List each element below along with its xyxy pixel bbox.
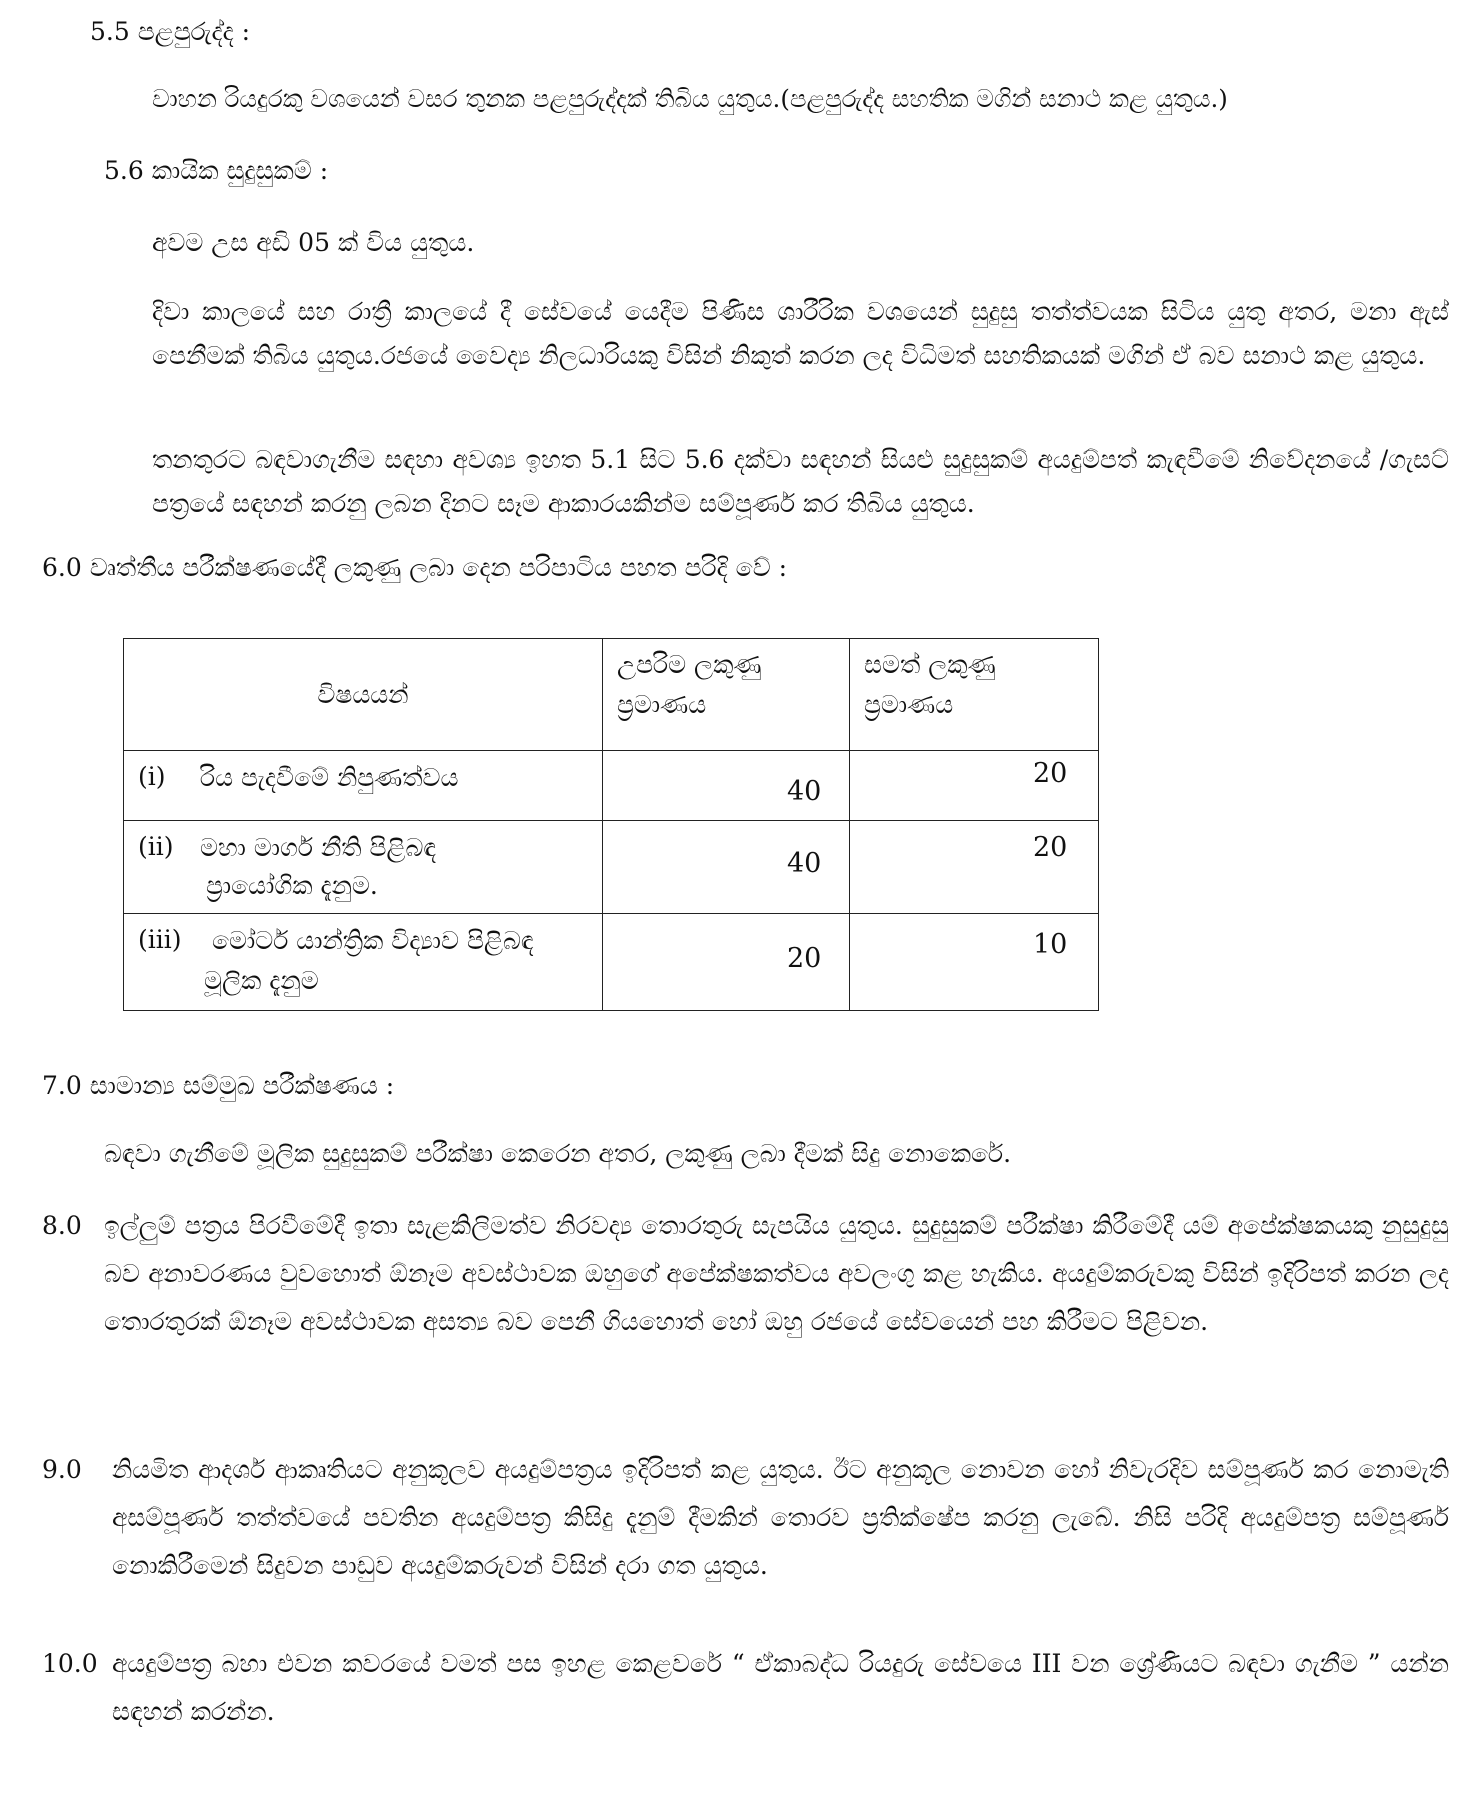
section-10-0-paragraph: අයදුම්පත්‍ර බහා එවන කවරයේ වමත් පස ඉහළ කෙළවරේ “ ඒකාබද්ධ රියදුරු සේවයෙ III වන ශ්‍රේණියට බඳවා ගැනීම ” යන්න සඳහන් කරන්න. [112, 1649, 1449, 1726]
section-8-0-number: 8.0 [42, 1211, 82, 1240]
row-subject-line1: මෝටර් යාන්ත්‍රික විද්‍යාව පිළිබඳ [212, 926, 534, 955]
section-5-5-text: වාහන රියදුරකු වශයෙන් වසර තුනක පළපුරුද්දක් තිබිය යුතුය.(පළපුරුද්ද සහතික මගින් සනාථ කළ යුතුය.) [152, 84, 1228, 113]
table-row [124, 821, 1099, 914]
row-roman-numeral: (ii) [138, 832, 174, 861]
section-5-5-heading: 5.5 පළපුරුද්ද : [90, 17, 251, 46]
row-subject-cell [124, 821, 603, 914]
row-max-value: 40 [787, 848, 822, 879]
section-9-0-number: 9.0 [42, 1455, 82, 1484]
row-pass-value: 10 [1033, 929, 1068, 960]
header-subject-label: විෂයයන් [317, 680, 409, 709]
marks-table [123, 638, 1099, 1011]
row-subject-line1: රිය පැදවීමේ නිපුණත්වය [200, 763, 459, 792]
table-row [124, 914, 1099, 1011]
row-subject-cell [124, 914, 603, 1011]
table-row [124, 751, 1099, 821]
section-5-6-qualifications-paragraph: තනතුරට බඳවාගැනීම සඳහා අවශ්‍ය ඉහත 5.1 සිට 5.6 දක්වා සඳහන් සියළු සුදුසුකම් අයදුම්පත් කැඳවීමේ නිවේදනයේ /ගැසට් පත්‍රයේ සඳහන් කරනු ලබන දිනට සෑම ආකාරයකින්ම සම්පූර්ණ කර තිබිය යුතුය. [152, 445, 1449, 518]
header-pass-marks [850, 639, 1099, 751]
row-subject-line2: මූලික දැනුම [204, 966, 319, 995]
header-max-line2: ප්‍රමාණය [617, 690, 707, 719]
header-subject [124, 639, 603, 751]
row-max-cell [603, 821, 850, 914]
header-pass-line1: සමත් ලකුණු [864, 650, 996, 679]
section-5-6-heading: 5.6 කායික සුදුසුකම් : [104, 156, 329, 185]
section-10-0-number: 10.0 [42, 1649, 98, 1678]
row-pass-cell [850, 751, 1099, 821]
row-pass-value: 20 [1033, 832, 1068, 863]
row-max-value: 40 [787, 776, 822, 807]
section-7-0-text: බඳවා ගැනීමේ මූලික සුදුසුකම් පරීක්ෂා කෙරෙන අතර, ලකුණු ලබා දීමක් සිදු නොකෙරේ. [104, 1139, 1012, 1168]
section-5-6-health-paragraph: දිවා කාලයේ සහ රාත්‍රී කාලයේ දී සේවයේ යෙදීම පිණිස ශාරීරික වශයෙන් සුදුසු තත්ත්වයක සිටිය යුතු අතර, මනා ඇස් පෙනීමක් තිබිය යුතුය.රජයේ වෛද්‍ය නිලධාරියකු විසින් නිකුත් කරන ලද විධිමත් සහතිකයක් මගින් ඒ බව සනාථ කළ යුතුය. [152, 297, 1449, 370]
section-7-0-heading: 7.0 සාමාන්‍ය සම්මුඛ පරීක්ෂණය : [42, 1071, 395, 1100]
header-pass-line2: ප්‍රමාණය [864, 690, 954, 719]
section-6-0-heading: 6.0 වෘත්තීය පරීක්ෂණයේදී ලකුණු ලබා දෙන පරිපාටිය පහත පරිදි වේ : [42, 553, 788, 582]
section-8-0-paragraph: ඉල්ලුම් පත්‍රය පිරවීමේදී ඉතා සැළකිලිමත්ව නිරවද්‍ය තොරතුරු සැපයිය යුතුය. සුදුසුකම් පරීක්ෂා කිරීමේදී යම් අපේක්ෂකයකු නුසුදුසු බව අනාවරණය වුවහොත් ඕනෑම අවස්ථාවක ඔහුගේ අපේක්ෂකත්වය අවලංගු කළ හැකිය. අයදුම්කරුවකු විසින් ඉදිරිපත් කරන ලද තොරතුරක් ඕනෑම අවස්ථාවක අසත්‍ය බව පෙනී ගියහොත් හෝ ඔහු රජයේ සේවයෙන් පහ කිරීමට පිළිවන. [104, 1211, 1449, 1336]
row-pass-value: 20 [1033, 758, 1068, 789]
row-max-cell [603, 914, 850, 1011]
row-subject-line2: ප්‍රායෝගික දැනුම. [206, 871, 378, 900]
row-pass-cell [850, 914, 1099, 1011]
row-roman-numeral: (iii) [138, 925, 182, 954]
header-max-marks [603, 639, 850, 751]
section-9-0-paragraph: නියමිත ආදර්ශ ආකෘතියට අනුකූලව අයදුම්පත්‍රය ඉදිරිපත් කළ යුතුය. ඊට අනුකූල නොවන හෝ නිවැරදිව සම්පූර්ණ කර නොමැති අසම්පූර්ණ තත්ත්වයේ පවතින අයදුම්පත්‍ර කිසිදු දැනුම් දීමකින් තොරව ප්‍රතික්ෂේප කරනු ලැබේ. නිසි පරිදි අයදුම්පත්‍ර සම්පූර්ණ නොකිරීමෙන් සිදුවන පාඩුව අයදුම්කරුවන් විසින් දරා ගත යුතුය. [112, 1455, 1449, 1580]
row-max-value: 20 [787, 943, 822, 974]
row-subject-line1: මහා මාර්ග නීති පිළිබඳ [200, 833, 437, 862]
row-pass-cell [850, 821, 1099, 914]
row-max-cell [603, 751, 850, 821]
row-subject-cell [124, 751, 603, 821]
table-header-row [124, 639, 1099, 751]
header-max-line1: උපරිම ලකුණු [617, 650, 762, 679]
row-roman-numeral: (i) [138, 762, 166, 791]
section-5-6-height-text: අවම උස අඩි 05 ක් විය යුතුය. [152, 228, 475, 257]
